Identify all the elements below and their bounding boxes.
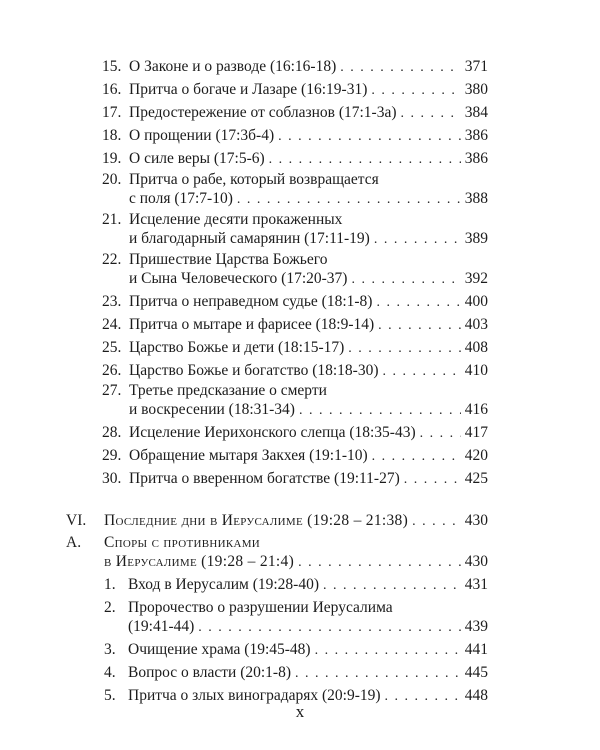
entry-title: и воскресении (18:31-34) (129, 401, 295, 418)
entry-page: 403 (464, 316, 488, 333)
dot-leader (299, 401, 461, 421)
entry-page: 441 (464, 641, 488, 658)
dot-leader (383, 362, 461, 382)
toc-entry-27-line1 (102, 381, 327, 401)
entry-title-line1: Притча о рабе, который возвращается (129, 171, 379, 188)
entry-number: 23. (102, 293, 122, 310)
toc-entry-28 (102, 423, 488, 444)
toc-entry-30 (102, 469, 488, 490)
toc-entry-17 (102, 103, 488, 124)
section-page: 430 (464, 553, 488, 570)
dot-leader (348, 339, 460, 359)
dot-leader (404, 470, 461, 490)
toc-subentry-2 (128, 617, 488, 638)
entry-page: 420 (464, 447, 488, 464)
section-title-line1: Споры с противниками (104, 534, 261, 551)
dot-leader (374, 230, 461, 250)
entry-title: О Законе и о разводе (16:16-18) (129, 58, 337, 75)
dot-leader (401, 104, 461, 124)
entry-number: 17. (102, 104, 122, 121)
entry-page: 410 (464, 362, 488, 379)
entry-title: Предостережение от соблазнов (17:1-3а) (129, 104, 397, 121)
entry-number: 4. (104, 664, 116, 681)
section-title: Последние дни в Иерусалиме (19:28 – 21:38) (104, 512, 409, 529)
toc-subentry-3 (104, 640, 488, 661)
entry-title: Вопрос о власти (20:1-8) (128, 664, 291, 681)
dot-leader (323, 576, 461, 596)
entry-number: 25. (102, 339, 122, 356)
dot-leader (372, 447, 461, 467)
entry-number: 5. (104, 687, 116, 704)
toc-entry-21-line1 (102, 210, 342, 230)
entry-number: 15. (102, 58, 122, 75)
entry-title: (19:41-44) (128, 618, 195, 635)
entry-title: Очищение храма (19:45-48) (128, 641, 311, 658)
toc-entry-29 (102, 446, 488, 467)
entry-page: 384 (464, 104, 488, 121)
entry-number: 2. (104, 599, 116, 616)
entry-title: и Сына Человеческого (17:20-37) (129, 270, 348, 287)
dot-leader (420, 424, 461, 444)
entry-page: 439 (464, 618, 488, 635)
entry-title: О прощении (17:3б-4) (129, 127, 275, 144)
entry-page: 389 (464, 230, 488, 247)
entry-title: Притча о богаче и Лазаре (16:19-31) (129, 81, 368, 98)
entry-number: 26. (102, 362, 122, 379)
entry-page: 417 (464, 424, 488, 441)
toc-entry-20 (129, 189, 488, 210)
section-number: VI. (66, 512, 87, 529)
toc-section-vi (66, 511, 488, 532)
entry-page: 371 (464, 58, 488, 75)
toc-entry-25 (102, 338, 488, 359)
entry-number: 21. (102, 211, 122, 228)
toc-entry-20-line1 (102, 170, 379, 190)
toc-entry-19 (102, 149, 488, 170)
toc-entry-22-line1 (102, 250, 327, 270)
toc-entry-22 (129, 269, 488, 290)
entry-page: 380 (464, 81, 488, 98)
entry-title-line1: Пророчество о разрушении Иерусалима (128, 599, 393, 616)
entry-title: Вход в Иерусалим (19:28-40) (128, 576, 320, 593)
entry-title: Царство Божье и богатство (18:18-30) (129, 362, 379, 379)
toc-entry-15 (102, 57, 488, 78)
entry-title-line1: Пришествие Царства Божьего (129, 251, 328, 268)
section-title: в Иерусалиме (19:28 – 21:4) (104, 553, 295, 570)
entry-number: 1. (104, 576, 116, 593)
dot-leader (295, 664, 461, 684)
toc-section-a-line1 (66, 533, 260, 553)
entry-number: 27. (102, 382, 122, 399)
entry-number: 28. (102, 424, 122, 441)
toc-entry-24 (102, 315, 488, 336)
toc-subentry-4 (104, 663, 488, 684)
entry-title: с поля (17:7-10) (129, 190, 233, 207)
dot-leader (278, 127, 461, 147)
entry-title: Притча о злых виноградарях (20:9-19) (128, 687, 381, 704)
entry-title: Исцеление Иерихонского слепца (18:35-43) (129, 424, 416, 441)
entry-page: 425 (464, 470, 488, 487)
dot-leader (378, 316, 461, 336)
entry-page: 416 (464, 401, 488, 418)
entry-number: 19. (102, 150, 122, 167)
entry-number: 3. (104, 641, 116, 658)
entry-page: 386 (464, 127, 488, 144)
entry-page: 400 (464, 293, 488, 310)
entry-title: Обращение мытаря Закхея (19:1-10) (129, 447, 368, 464)
entry-number: 29. (102, 447, 122, 464)
entry-page: 388 (464, 190, 488, 207)
entry-number: 20. (102, 171, 122, 188)
toc-subentry-1 (104, 575, 488, 596)
section-page: 430 (464, 512, 488, 529)
entry-page: 431 (464, 576, 488, 593)
toc-subentry-2-line1 (104, 598, 393, 618)
dot-leader (298, 553, 461, 573)
toc-entry-27 (129, 400, 488, 421)
entry-page: 445 (464, 664, 488, 681)
dot-leader (412, 512, 461, 532)
entry-page: 448 (464, 687, 488, 704)
entry-title: Притча о вверенном богатстве (19:11-27) (129, 470, 400, 487)
entry-page: 408 (464, 339, 488, 356)
entry-page: 386 (464, 150, 488, 167)
entry-title-line1: Третье предсказание о смерти (129, 382, 327, 399)
toc-section-a (104, 552, 488, 573)
toc-entry-23 (102, 292, 488, 313)
entry-title: Притча о мытаре и фарисее (18:9-14) (129, 316, 375, 333)
entry-number: 22. (102, 251, 122, 268)
dot-leader (371, 81, 460, 101)
entry-title-line1: Исцеление десяти прокаженных (129, 211, 343, 228)
entry-title: О силе веры (17:5-6) (129, 150, 265, 167)
entry-title: Притча о неправедном судье (18:1-8) (129, 293, 373, 310)
dot-leader (198, 618, 460, 638)
toc-entry-18 (102, 126, 488, 147)
entry-page: 392 (464, 270, 488, 287)
dot-leader (351, 270, 460, 290)
entry-title: Царство Божье и дети (18:15-17) (129, 339, 345, 356)
toc-entry-16 (102, 80, 488, 101)
dot-leader (269, 150, 461, 170)
section-number: A. (66, 534, 82, 551)
entry-number: 30. (102, 470, 122, 487)
dot-leader (315, 641, 461, 661)
dot-leader (376, 293, 460, 313)
entry-number: 18. (102, 127, 122, 144)
entry-number: 24. (102, 316, 122, 333)
page-number-footer: x (295, 702, 305, 721)
dot-leader (237, 190, 461, 210)
toc-entry-26 (102, 361, 488, 382)
dot-leader (340, 58, 460, 78)
entry-number: 16. (102, 81, 122, 98)
toc-entry-21 (129, 229, 488, 250)
entry-title: и благодарный самарянин (17:11-19) (129, 230, 370, 247)
